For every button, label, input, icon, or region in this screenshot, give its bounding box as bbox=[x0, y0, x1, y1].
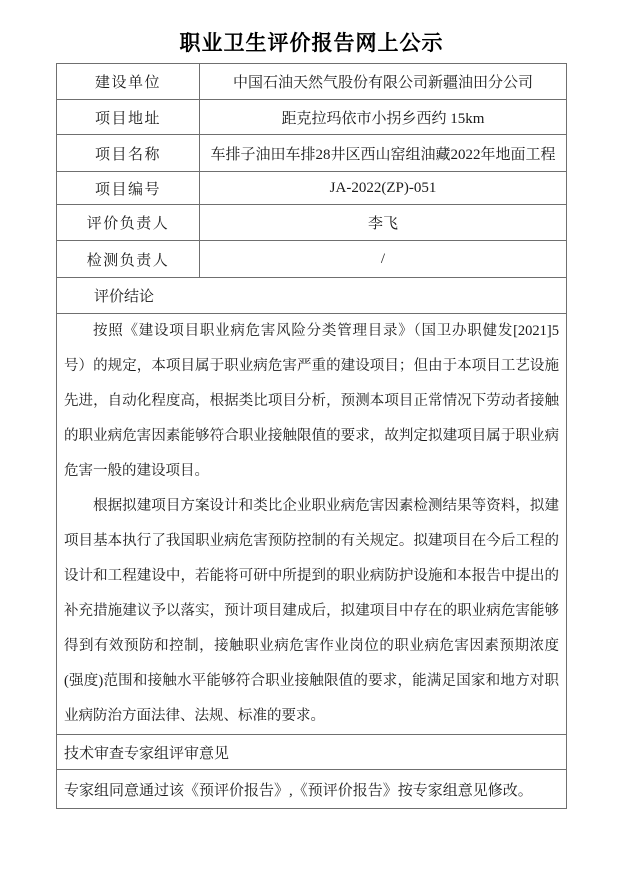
info-label: 评价负责人 bbox=[57, 205, 200, 240]
expert-review-content-row bbox=[57, 770, 566, 808]
info-value: 中国石油天然气股份有限公司新疆油田分公司 bbox=[232, 75, 533, 91]
table-row bbox=[57, 135, 566, 172]
table-row bbox=[57, 241, 566, 278]
conclusion-body-cell bbox=[57, 314, 566, 734]
info-label: 建设单位 bbox=[57, 64, 200, 99]
conclusion-header-row bbox=[57, 278, 566, 314]
info-label: 项目名称 bbox=[57, 135, 200, 171]
table-row bbox=[57, 100, 566, 135]
expert-review-header-row bbox=[57, 735, 566, 770]
table-row bbox=[57, 172, 566, 205]
info-value: 距克拉玛依市小拐乡西约 15km bbox=[281, 110, 485, 127]
info-value: JA-2022(ZP)-051 bbox=[329, 179, 437, 196]
info-label: 项目地址 bbox=[57, 100, 200, 134]
info-value: 车排子油田车排28井区西山窑组油藏2022年地面工程 bbox=[210, 146, 556, 163]
info-value: 李飞 bbox=[367, 216, 398, 232]
info-label: 项目编号 bbox=[57, 172, 200, 204]
notice-table bbox=[56, 63, 567, 809]
info-value: / bbox=[380, 250, 386, 267]
conclusion-paragraph-2: 根据拟建项目方案设计和类比企业职业病危害因素检测结果等资料，拟建项目基本执行了我国职业病危害预防控制的有关规定。拟建项目在今后工程的设计和工程建设中，若能将可研中所提到的职业病防护设施和本报告中提出的补充措施建议予以落实，预计项目建成后，拟建项目中存在的职业病危害能够得到有效预防和控制，接触职业病危害作业岗位的职业病危害因素预期浓度(强度)范围和接触水平能够符合职业接触限值的要求，能满足国家和地方对职业病防治方面法律、法规、标准的要求。 bbox=[64, 498, 559, 724]
expert-review-header: 技术审查专家组评审意见 bbox=[64, 745, 230, 762]
conclusion-paragraph-1: 按照《建设项目职业病危害风险分类管理目录》（国卫办职健发[2021]5 号）的规定，本项目属于职业病危害严重的建设项目；但由于本项目工艺设施先进，自动化程度高，根据类比项目分析，预测本项目正常情况下劳动者接触的职业病危害因素能够符合职业接触限值的要求，故判定拟建项目属于职业病危害一般的建设项目。 bbox=[64, 323, 559, 479]
conclusion-body-row bbox=[57, 314, 566, 735]
conclusion-header-cell bbox=[57, 278, 566, 313]
page-title: 职业卫生评价报告网上公示 bbox=[179, 31, 444, 55]
table-row bbox=[57, 205, 566, 241]
info-label: 检测负责人 bbox=[57, 241, 200, 277]
table-row bbox=[57, 64, 566, 100]
conclusion-header: 评价结论 bbox=[94, 289, 155, 305]
expert-review-content: 专家组同意通过该《预评价报告》,《预评价报告》按专家组意见修改。 bbox=[64, 782, 533, 799]
